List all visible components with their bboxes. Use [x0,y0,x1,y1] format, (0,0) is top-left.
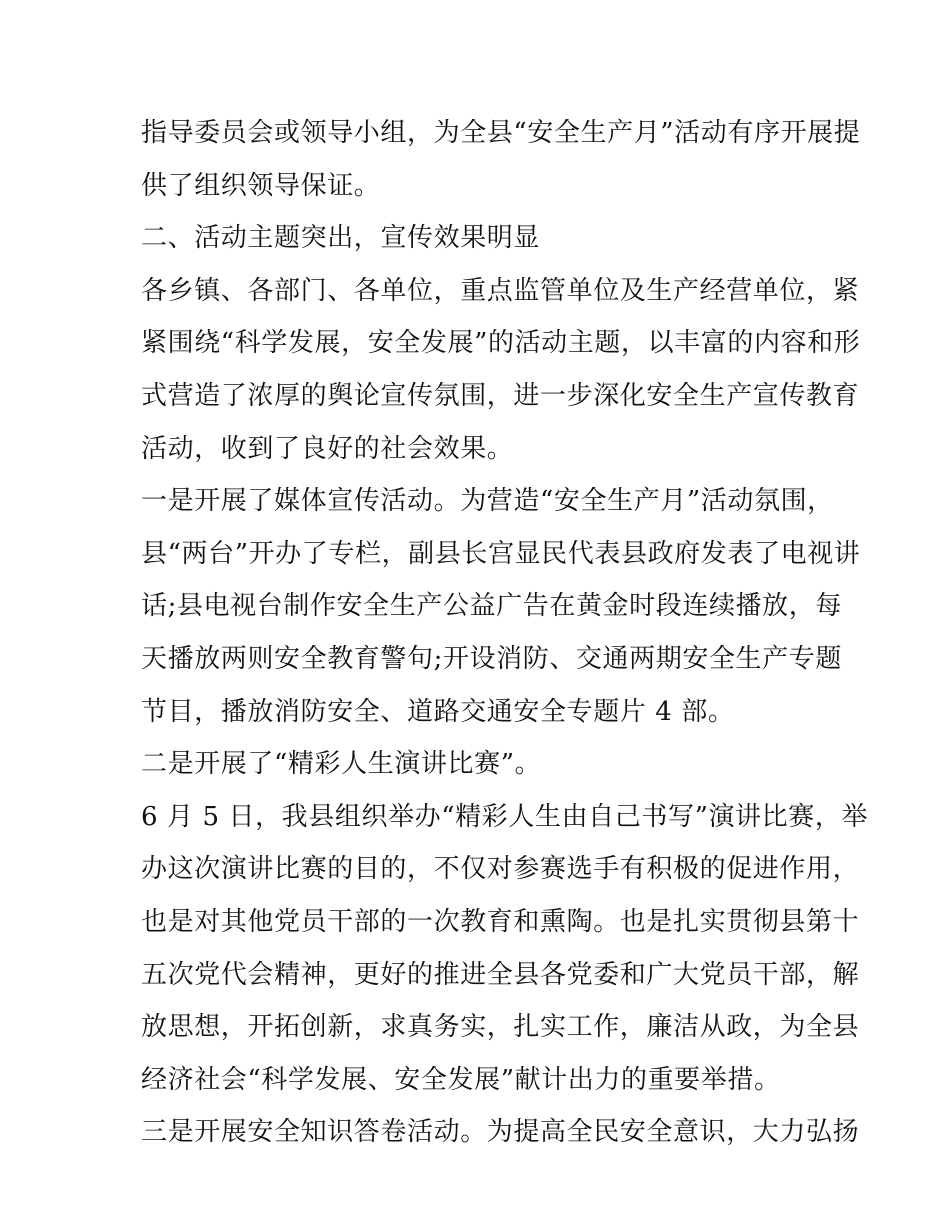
text-line: 指导委员会或领导小组，为全县“安全生产月”活动有序开展提 [141,118,861,148]
text-line: 办这次演讲比赛的目的，不仅对参赛选手有积极的促进作用， [141,854,860,885]
text-line: 紧围绕“科学发展，安全发展”的活动主题，以丰富的内容和形 [141,328,861,359]
text-line: 县“两台”开办了专栏，副县长宫显民代表县政府发表了电视讲 [141,538,861,569]
section-heading: 二、活动主题突出，宣传效果明显 [141,223,541,254]
text-line: 一是开展了媒体宣传活动。为营造“安全生产月”活动氛围， [141,486,834,517]
text-line: 式营造了浓厚的舆论宣传氛围，进一步深化安全生产宣传教育 [141,380,860,411]
text-line: 放思想，开拓创新，求真务实，扎实工作，廉洁从政，为全县 [141,1012,860,1043]
text-line: 话;县电视台制作安全生产公益广告在黄金时段连续播放，每 [141,591,842,622]
text-line: 经济社会“科学发展、安全发展”献计出力的重要举措。 [141,1064,781,1095]
text-line: 三是开展安全知识答卷活动。为提高全民安全意识，大力弘扬 [141,1117,860,1148]
text-line: 也是对其他党员干部的一次教育和熏陶。也是扎实贯彻县第十 [141,906,860,937]
document-body [141,107,869,1159]
text-line: 五次党代会精神，更好的推进全县各党委和广大党员干部，解 [141,959,860,990]
text-line: 6 月 5 日，我县组织举办“精彩人生由自己书写”演讲比赛，举 [141,801,869,832]
text-line: 二是开展了“精彩人生演讲比赛”。 [141,749,542,780]
text-line: 活动，收到了良好的社会效果。 [141,433,514,464]
text-line: 各乡镇、各部门、各单位，重点监管单位及生产经营单位，紧 [141,275,860,306]
text-line: 天播放两则安全教育警句;开设消防、交通两期安全生产专题 [141,643,842,674]
text-line: 供了组织领导保证。 [141,170,381,201]
text-line: 节目，播放消防安全、道路交通安全专题片 4 部。 [141,696,735,727]
